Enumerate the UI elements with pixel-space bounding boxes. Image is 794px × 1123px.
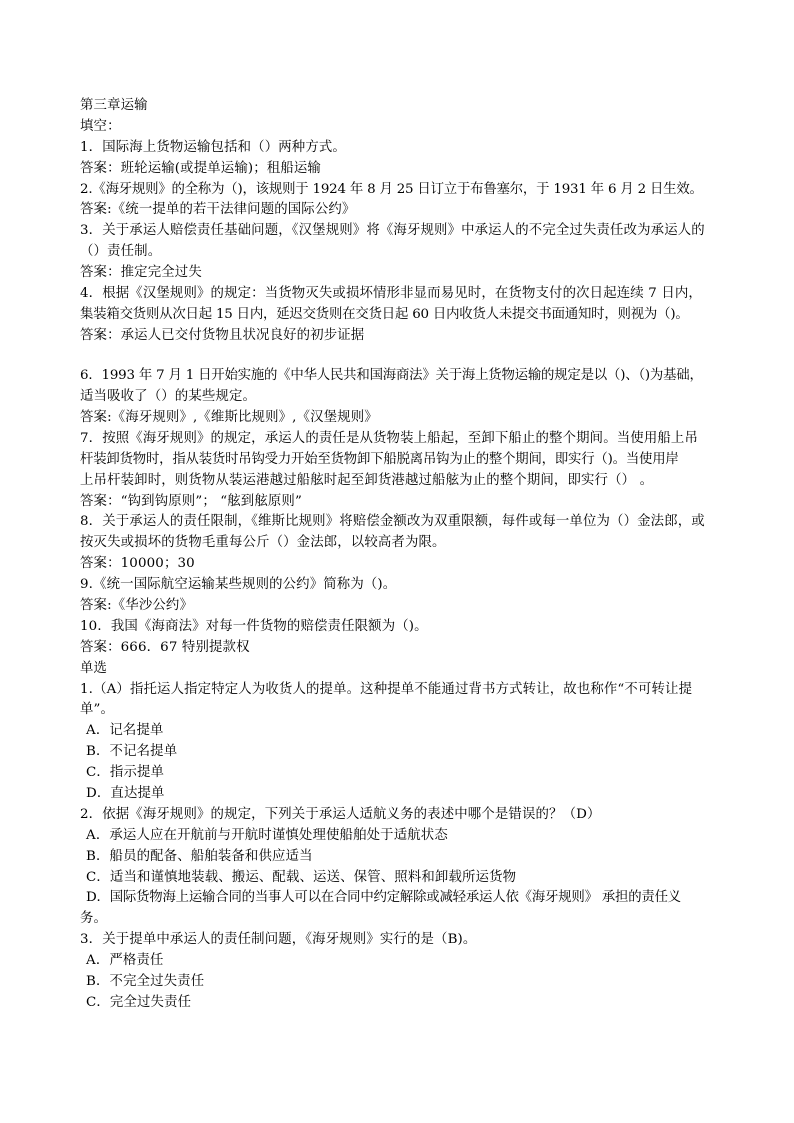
answer-text: 答案：班轮运输(或提单运输)；租船运输 xyxy=(80,160,321,176)
question-text: 2．依据《海牙规则》的规定，下列关于承运人适航义务的表述中哪个是错误的？（D） xyxy=(80,806,601,822)
question-text: 上吊杆装卸时，则货物从装运港越过船舷时起至卸货港越过船舷为止的整个期间，即实行（） 。 xyxy=(80,472,654,488)
document-body xyxy=(80,96,720,1014)
question-text: 6．1993 年 7 月 1 日开始实施的《中华人民共和国海商法》关于海上货物运输的规定是以（)、（)为基础， xyxy=(80,368,703,384)
question-text: （）责任制。 xyxy=(80,244,162,260)
choice-option: A．记名提单 xyxy=(86,723,164,739)
question-text: 适当吸收了（）的某些规定。 xyxy=(80,389,257,405)
answer-text: 答案：“钩到钩原则”； “舷到舷原则” xyxy=(80,493,302,509)
answer-text: 答案:《统一提单的若干法律问题的国际公约》 xyxy=(80,202,356,218)
question-text: 3．关于提单中承运人的责任制问题，《海牙规则》实行的是（B)。 xyxy=(80,932,477,948)
blank-line xyxy=(80,347,720,367)
question-text: 集装箱交货则从次日起 15 日内，延迟交货则在交货日起 60 日内收货人未提交书面通知时，则视为（)。 xyxy=(80,306,689,322)
answer-text: 答案:《海牙规则》,《维斯比规则》,《汉堡规则》 xyxy=(80,409,378,425)
choice-option: D．国际货物海上运输合同的当事人可以在合同中约定解除或减轻承运人依《海牙规则》 承担的责任义 xyxy=(86,890,681,906)
answer-text: 答案：承运人已交付货物且状况良好的初步证据 xyxy=(80,327,365,343)
question-text: 3．关于承运人赔偿责任基础问题，《汉堡规则》将《海牙规则》中承运人的不完全过失责任改为承运人的 xyxy=(80,223,705,239)
section-label-single: 单选 xyxy=(80,660,108,676)
choice-option: C．指示提单 xyxy=(86,765,165,781)
question-text: 按灭失或损坏的货物毛重每公斤（）金法郎，以较高者为限。 xyxy=(80,535,446,551)
answer-text: 答案：推定完全过失 xyxy=(80,265,202,281)
choice-option: B．不完全过失责任 xyxy=(86,974,205,990)
choice-option-continuation: 务。 xyxy=(80,911,108,927)
choice-option: B．不记名提单 xyxy=(86,744,178,760)
answer-text: 答案：10000；30 xyxy=(80,556,195,572)
choice-option: B．船员的配备、船舶装备和供应适当 xyxy=(86,848,313,864)
answer-text: 答案:《华沙公约》 xyxy=(80,597,193,613)
choice-option: C．适当和谨慎地装载、搬运、配载、运送、保管、照料和卸载所运货物 xyxy=(86,869,517,885)
answer-text: 答案：666．67 特别提款权 xyxy=(80,639,250,655)
question-text: 单”。 xyxy=(80,702,115,718)
choice-option: A．承运人应在开航前与开航时谨慎处理使船舶处于适航状态 xyxy=(86,827,448,843)
question-text: 4．根据《汉堡规则》的规定：当货物灭失或损坏情形非显而易见时，在货物支付的次日起连续 7 日内， xyxy=(80,286,702,302)
choice-option: C．完全过失责任 xyxy=(86,994,192,1010)
choice-option: A．严格责任 xyxy=(86,953,164,969)
question-text: 杆装卸货物时，指从装货时吊钩受力开始至货物卸下船脱离吊钩为止的整个期间，即实行（)。当使用岸 xyxy=(80,451,679,467)
question-text: 8．关于承运人的责任限制，《维斯比规则》将赔偿金额改为双重限额，每件或每一单位为（）金法郎，或 xyxy=(80,514,705,530)
chapter-title: 第三章运输 xyxy=(80,98,148,113)
choice-option: D．直达提单 xyxy=(86,786,165,801)
question-text: 10．我国《海商法》对每一件货物的赔偿责任限额为（)。 xyxy=(80,618,428,634)
question-text: 9.《统一国际航空运输某些规则的公约》简称为（)。 xyxy=(80,577,397,593)
question-text: 2.《海牙规则》的全称为（)，该规则于 1924 年 8 月 25 日订立于布鲁塞尔，于 1931 年 6 月 2 日生效。 xyxy=(80,181,703,197)
section-label-fill: 填空： xyxy=(80,118,121,134)
question-text: 1．国际海上货物运输包括和（）两种方式。 xyxy=(80,139,346,155)
question-text: 7．按照《海牙规则》的规定，承运人的责任是从货物装上船起，至卸下船止的整个期间。当使用船上吊 xyxy=(80,430,698,446)
question-text: 1.（A）指托运人指定特定人为收货人的提单。这种提单不能通过背书方式转让，故也称作“不可转让提 xyxy=(80,681,693,697)
